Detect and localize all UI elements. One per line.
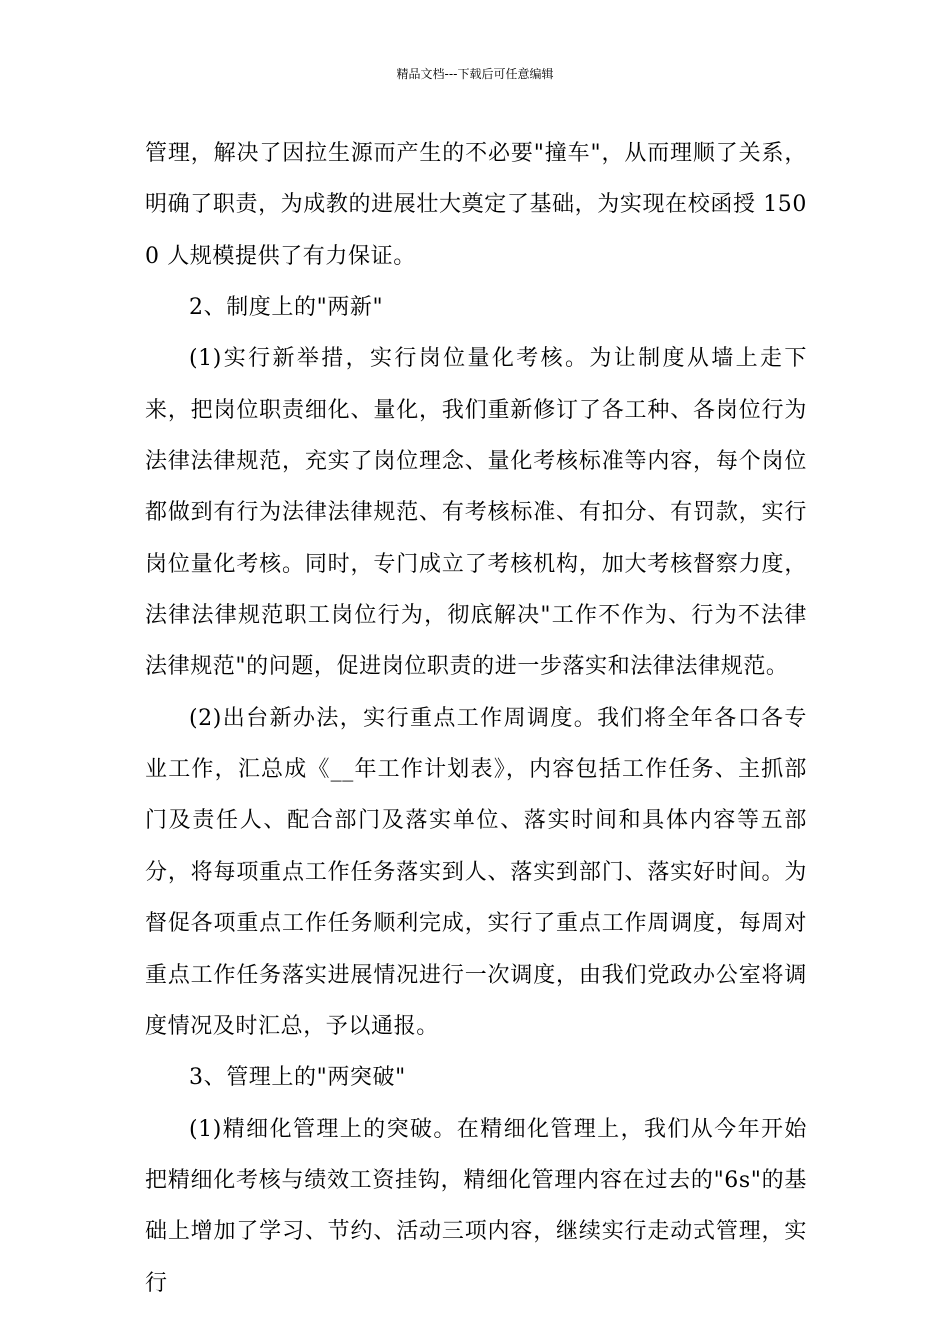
paragraph-item-1: (1)实行新举措，实行岗位量化考核。为让制度从墙上走下来，把岗位职责细化、量化，我们重新修订了各工种、各岗位行为法律法律规范，充实了岗位理念、量化考核标准等内容，每个岗位都做到有行为法律法律规范、有考核标准、有扣分、有罚款，实行岗位量化考核。同时，专门成立了考核机构，加大考核督察力度，法律法律规范职工岗位行为，彻底解决"工作不作为、行为不法律法律规范"的问题，促进岗位职责的进一步落实和法律法律规范。 (145, 346, 807, 680)
section-heading-2: 2、制度上的"两新" (189, 295, 384, 321)
page-header: 精品文档---下载后可任意编辑 (396, 67, 554, 81)
paragraph-continuation: 管理，解决了因拉生源而产生的不必要"撞车"，从而理顺了关系，明确了职责，为成教的进展壮大奠定了基础，为实现在校函授 1500 人规模提供了有力保证。 (145, 141, 807, 269)
paragraph-item-2: (2)出台新办法，实行重点工作周调度。我们将全年各口各专业工作，汇总成《__年工作计划表》，内容包括工作任务、主抓部门及责任人、配合部门及落实单位、落实时间和具体内容等五部分，将每项重点工作任务落实到人、落实到部门、落实好时间。为督促各项重点工作任务顺利完成，实行了重点工作周调度，每周对重点工作任务落实进展情况进行一次调度，由我们党政办公室将调度情况及时汇总，予以通报。 (145, 705, 807, 1039)
paragraph-item-3-1: (1)精细化管理上的突破。在精细化管理上，我们从今年开始把精细化考核与绩效工资挂钩，精细化管理内容在过去的"6s"的基础上增加了学习、节约、活动三项内容，继续实行走动式管理，实行 (145, 1116, 807, 1296)
document-body (145, 128, 807, 1309)
section-heading-3: 3、管理上的"两突破" (189, 1065, 406, 1091)
